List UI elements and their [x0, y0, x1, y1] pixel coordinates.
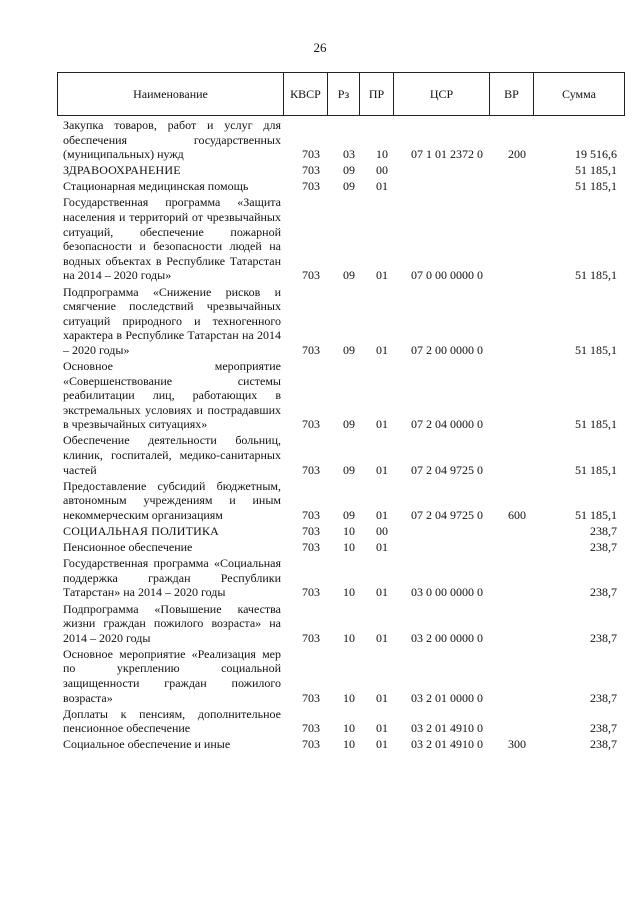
- cell-vr: 300: [508, 737, 526, 752]
- cell-rz: 10: [343, 585, 355, 600]
- cell-sum: 19 516,6: [575, 147, 617, 162]
- cell-rz: 09: [343, 342, 355, 357]
- cell-rz: 10: [343, 524, 355, 539]
- cell-pr: 01: [376, 690, 388, 705]
- cell-sum: 238,7: [590, 737, 617, 752]
- cell-name: Подпрограмма «Снижение рисков и смягчение последствий чрезвычайных ситуаций природного и техногенного характера в Республике Татарстан на 2014 – 2020 годы»: [63, 284, 281, 357]
- table-body: [57, 118, 625, 753]
- cell-rz: 03: [343, 147, 355, 162]
- cell-pr: 01: [376, 462, 388, 477]
- page-number: 26: [313, 40, 327, 55]
- cell-csr: 03 2 00 0000 0: [411, 630, 483, 645]
- table-row: [57, 163, 625, 178]
- cell-kvsr: 703: [302, 540, 320, 555]
- cell-csr: 07 2 04 9725 0: [411, 462, 483, 477]
- cell-name: Пенсионное обеспечение: [63, 540, 193, 555]
- cell-sum: 51 185,1: [575, 163, 617, 178]
- header-kvsr: КВСР: [284, 73, 328, 115]
- cell-name: Государственная программа «Защита населения и территорий от чрезвычайных ситуаций, обеспечение пожарной безопасности и безопасности людей на водных объектах в Республике Татарстан на 2014 – 2020 годы»: [63, 195, 281, 283]
- cell-name: Обеспечение деятельности больниц, клиник, госпиталей, медико-санитарных частей: [63, 433, 281, 477]
- cell-kvsr: 703: [302, 462, 320, 477]
- cell-rz: 09: [343, 462, 355, 477]
- cell-rz: 09: [343, 268, 355, 283]
- cell-csr: 07 1 01 2372 0: [411, 147, 483, 162]
- cell-name: Основное мероприятие «Реализация мер по укреплению социальной защищенности граждан пожилого возраста»: [63, 646, 281, 705]
- cell-kvsr: 703: [302, 268, 320, 283]
- cell-pr: 01: [376, 721, 388, 736]
- table-row: [57, 179, 625, 194]
- cell-pr: 00: [376, 163, 388, 178]
- cell-name: Закупка товаров, работ и услуг для обеспечения государственных (муниципальных) нужд: [63, 118, 281, 162]
- cell-kvsr: 703: [302, 690, 320, 705]
- header-rz: Рз: [328, 73, 360, 115]
- cell-rz: 09: [343, 507, 355, 522]
- cell-rz: 09: [343, 163, 355, 178]
- table-row: [57, 737, 625, 752]
- cell-sum: 238,7: [590, 540, 617, 555]
- cell-name: Предоставление субсидий бюджетным, автономным учреждениям и иным некоммерческим организациям: [63, 478, 281, 522]
- cell-pr: 01: [376, 268, 388, 283]
- cell-csr: 07 2 04 0000 0: [411, 417, 483, 432]
- table-row: [57, 524, 625, 539]
- table-row: [57, 195, 625, 283]
- cell-sum: 51 185,1: [575, 417, 617, 432]
- cell-kvsr: 703: [302, 507, 320, 522]
- cell-kvsr: 703: [302, 737, 320, 752]
- cell-sum: 51 185,1: [575, 179, 617, 194]
- cell-kvsr: 703: [302, 524, 320, 539]
- cell-pr: 10: [376, 147, 388, 162]
- cell-vr: 200: [508, 147, 526, 162]
- cell-kvsr: 703: [302, 342, 320, 357]
- header-csr: ЦСР: [394, 73, 490, 115]
- cell-kvsr: 703: [302, 417, 320, 432]
- cell-sum: 238,7: [590, 721, 617, 736]
- cell-pr: 01: [376, 540, 388, 555]
- header-vr: ВР: [490, 73, 534, 115]
- cell-sum: 238,7: [590, 630, 617, 645]
- table-row: [57, 118, 625, 162]
- cell-pr: 00: [376, 524, 388, 539]
- cell-sum: 51 185,1: [575, 462, 617, 477]
- cell-rz: 09: [343, 179, 355, 194]
- cell-rz: 10: [343, 737, 355, 752]
- cell-sum: 238,7: [590, 524, 617, 539]
- cell-name: СОЦИАЛЬНАЯ ПОЛИТИКА: [63, 524, 220, 539]
- cell-rz: 10: [343, 630, 355, 645]
- table-row: [57, 647, 625, 705]
- cell-vr: 600: [508, 507, 526, 522]
- cell-csr: 03 0 00 0000 0: [411, 585, 483, 600]
- cell-sum: 51 185,1: [575, 342, 617, 357]
- cell-sum: 51 185,1: [575, 507, 617, 522]
- cell-name: Доплаты к пенсиям, дополнительное пенсионное обеспечение: [63, 706, 281, 736]
- table-row: [57, 285, 625, 358]
- header-name: Наименование: [58, 73, 284, 115]
- cell-csr: 07 2 00 0000 0: [411, 342, 483, 357]
- table-row: [57, 433, 625, 477]
- cell-csr: 07 0 00 0000 0: [411, 268, 483, 283]
- table-row: [57, 359, 625, 432]
- cell-name: Государственная программа «Социальная поддержка граждан Республики Татарстан» на 2014 – 2020 годы: [63, 556, 281, 600]
- cell-name: Стационарная медицинская помощь: [63, 179, 249, 194]
- cell-name: Социальное обеспечение и иные: [63, 737, 231, 752]
- table-header: [57, 72, 625, 116]
- cell-pr: 01: [376, 507, 388, 522]
- cell-sum: 238,7: [590, 585, 617, 600]
- cell-pr: 01: [376, 737, 388, 752]
- cell-name: Основное мероприятие «Совершенствование системы реабилитации лиц, работающих в экстремальных условиях и пострадавших в чрезвычайных ситуациях»: [63, 359, 281, 432]
- table-row: [57, 556, 625, 600]
- cell-pr: 01: [376, 342, 388, 357]
- table-row: [57, 707, 625, 736]
- cell-rz: 09: [343, 417, 355, 432]
- header-pr: ПР: [360, 73, 394, 115]
- cell-csr: 03 2 01 4910 0: [411, 737, 483, 752]
- cell-csr: 03 2 01 4910 0: [411, 721, 483, 736]
- cell-kvsr: 703: [302, 179, 320, 194]
- table-row: [57, 602, 625, 646]
- cell-kvsr: 703: [302, 721, 320, 736]
- cell-name: Подпрограмма «Повышение качества жизни граждан пожилого возраста» на 2014 – 2020 годы: [63, 601, 281, 645]
- table-row: [57, 540, 625, 555]
- cell-pr: 01: [376, 630, 388, 645]
- cell-name: ЗДРАВООХРАНЕНИЕ: [63, 163, 181, 178]
- cell-csr: 03 2 01 0000 0: [411, 690, 483, 705]
- cell-csr: 07 2 04 9725 0: [411, 507, 483, 522]
- cell-kvsr: 703: [302, 585, 320, 600]
- cell-pr: 01: [376, 585, 388, 600]
- table-row: [57, 479, 625, 523]
- cell-pr: 01: [376, 179, 388, 194]
- cell-rz: 10: [343, 540, 355, 555]
- cell-kvsr: 703: [302, 630, 320, 645]
- cell-kvsr: 703: [302, 163, 320, 178]
- cell-rz: 10: [343, 690, 355, 705]
- cell-sum: 51 185,1: [575, 268, 617, 283]
- header-sum: Сумма: [562, 86, 596, 101]
- cell-sum: 238,7: [590, 690, 617, 705]
- cell-pr: 01: [376, 417, 388, 432]
- cell-kvsr: 703: [302, 147, 320, 162]
- cell-rz: 10: [343, 721, 355, 736]
